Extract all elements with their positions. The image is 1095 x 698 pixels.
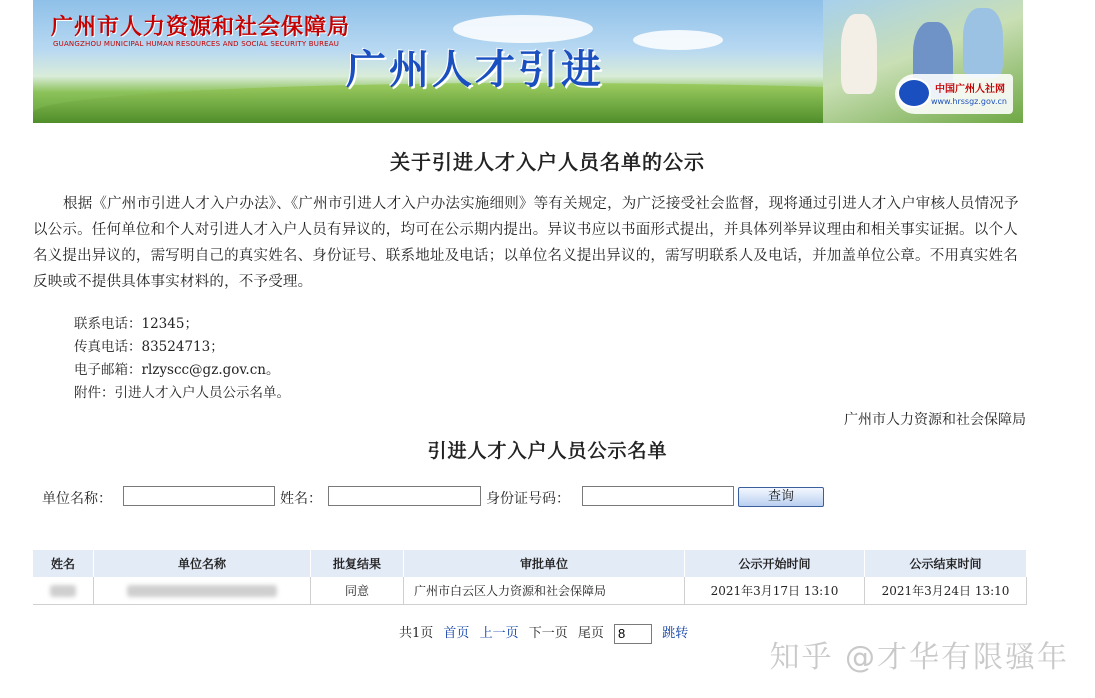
pagination [399,622,694,644]
contact-phone: 联系电话：12345； [74,316,198,332]
row-start: 2021年3月17日 13:10 [685,577,865,605]
unit-input[interactable] [123,486,275,506]
row-unit [94,577,311,605]
contact-fax: 传真电话：83524713； [74,339,224,355]
unit-label: 单位名称： [42,491,112,507]
attachment-note: 附件：引进人才入户人员公示名单。 [74,385,290,401]
signature: 广州市人力资源和社会保障局 [844,412,1026,428]
table-header-row [33,550,1027,577]
last-page-text: 尾页 [577,626,604,641]
logo-icon [897,78,931,108]
watermark: 知乎 @才华有限骚年 [769,640,1069,675]
col-result: 批复结果 [311,550,404,577]
row-end: 2021年3月24日 13:10 [865,577,1027,605]
org-name-en: GUANGZHOU MUNICIPAL HUMAN RESOURCES AND SOCIAL SECURITY BUREAU [53,40,340,48]
col-unit: 单位名称 [94,550,311,577]
person-figure [963,8,1003,78]
page-total: 共1页 [399,626,434,641]
list-title: 引进人才入户人员公示名单 [427,440,668,462]
name-input[interactable] [328,486,481,506]
col-name: 姓名 [33,550,94,577]
logo-name: 中国广州人社网 [935,84,1005,95]
first-page-link[interactable]: 首页 [443,626,470,641]
logo-url: www.hrssgz.gov.cn [930,97,1007,106]
org-name-cn: 广州市人力资源和社会保障局 [51,15,351,40]
redacted-unit [127,585,277,597]
row-name [33,577,94,605]
search-button[interactable]: 查询 [738,487,824,507]
next-page-text: 下一页 [528,626,568,641]
site-banner [33,0,1023,123]
contact-email: 电子邮箱：rlzyscc@gz.gov.cn。 [74,362,280,378]
col-start: 公示开始时间 [685,550,865,577]
person-figure [841,14,877,94]
table-row [33,577,1027,605]
id-input[interactable] [582,486,734,506]
id-label: 身份证号码： [486,491,570,507]
jump-link[interactable]: 跳转 [662,626,689,641]
cloud-decoration [633,30,723,50]
col-end: 公示结束时间 [865,550,1027,577]
banner-title: 广州人才引进 [346,47,604,93]
col-approver: 审批单位 [404,550,685,577]
redacted-name [50,585,76,597]
row-result: 同意 [311,577,404,605]
prev-page-link[interactable]: 上一页 [479,626,519,641]
row-approver: 广州市白云区人力资源和社会保障局 [404,577,685,605]
page-number-input[interactable] [614,624,652,644]
notice-body: 根据《广州市引进人才入户办法》、《广州市引进人才入户办法实施细则》等有关规定，为广泛接受社会监督，现将通过引进人才入户审核人员情况予以公示。任何单位和个人对引进人才入户人员有异议的，均可在公示期内提出。异议书应以书面形式提出，并具体列举异议理由和相关事实证据。以个人名义提出异议的，需写明自己的真实姓名、身份证号、联系地址及电话；以单位名义提出异议的，需写明联系人及电话，并加盖单位公章。不用真实姓名反映或不提供具体事实材料的，不予受理。 [33,196,1019,290]
result-table [33,550,1027,605]
name-label: 姓名： [280,491,322,507]
notice-title: 关于引进人才入户人员名单的公示 [390,150,705,174]
